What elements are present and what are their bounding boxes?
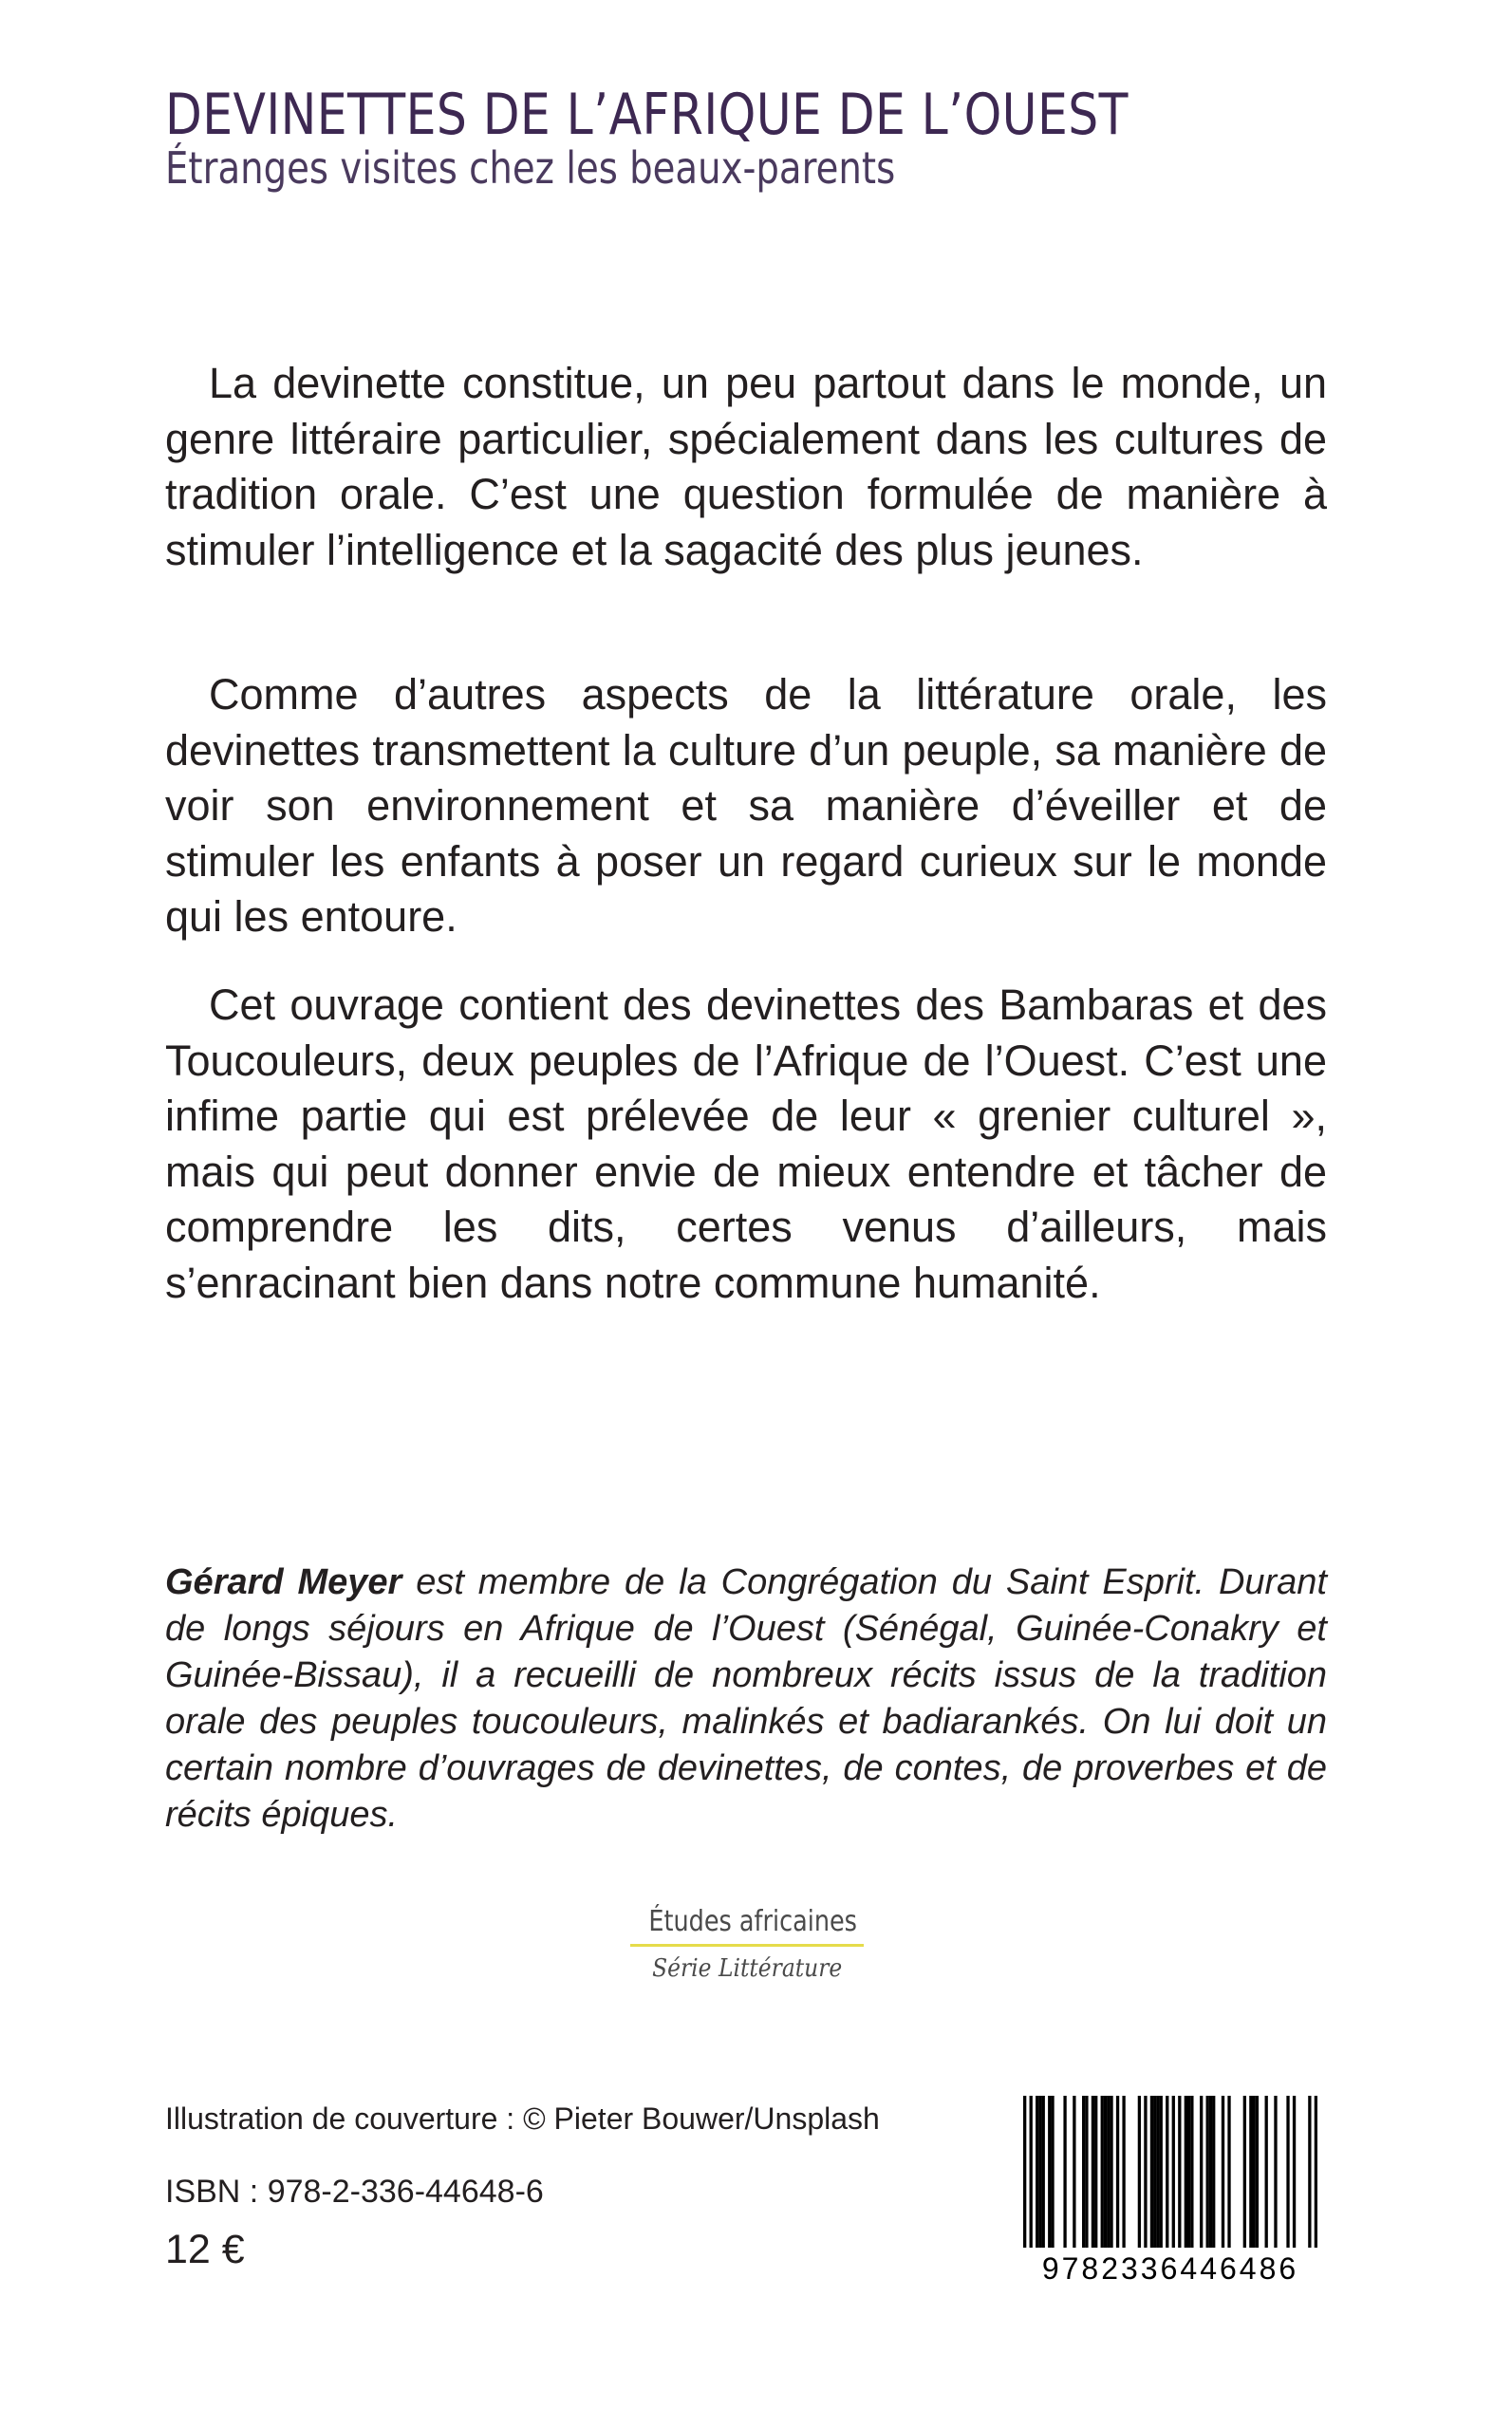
barcode-bar [1085,2096,1088,2248]
barcode-bar [1150,2096,1153,2248]
barcode-bar [1227,2096,1230,2248]
barcode-bar [1249,2096,1252,2248]
barcode-bar [1178,2096,1181,2248]
barcode-bar [1036,2096,1038,2248]
barcode-bar [1073,2096,1075,2248]
barcode-bar [1051,2096,1054,2248]
barcode-bars [1023,2096,1317,2248]
barcode-bar [1160,2096,1163,2248]
barcode-bar [1256,2096,1259,2248]
series-name: Études africaines [648,1905,857,1938]
barcode-bar [1172,2096,1175,2248]
summary-paragraph-2: Comme d’autres aspects de la littérature orale, les devinettes transmettent la culture d’un peuple, sa manière de voir son environnement et sa manière d’éveiller et de stimuler les enfants à poser un regard curieux sur le monde qui les entoure. [165,670,1327,941]
barcode-bar [1094,2096,1097,2248]
barcode-bar [1092,2096,1094,2248]
barcode-bar [1308,2096,1311,2248]
barcode-bar [1252,2096,1255,2248]
barcode-bar [1293,2096,1296,2248]
barcode-bar [1116,2096,1119,2248]
barcode-bar [1110,2096,1112,2248]
barcode-bar [1144,2096,1147,2248]
barcode-bar [1206,2096,1209,2248]
barcode-bar [1156,2096,1159,2248]
barcode-bar [1082,2096,1085,2248]
barcode-bar [1042,2096,1045,2248]
barcode-bar [1212,2096,1215,2248]
series-logo [630,1905,864,1983]
barcode-bar [1166,2096,1168,2248]
book-subtitle: Étranges visites chez les beaux-parents [165,142,896,194]
barcode-bar [1274,2096,1277,2248]
barcode-bar [1030,2096,1033,2248]
barcode-bar [1104,2096,1107,2248]
barcode-bar [1038,2096,1041,2248]
barcode-bar [1063,2096,1066,2248]
book-title: DEVINETTES DE L’AFRIQUE DE L’OUEST [165,82,1129,148]
cover-credit: Illustration de couverture : © Pieter Bouwer/Unsplash [165,2101,880,2136]
author-name: Gérard Meyer [165,1562,402,1602]
author-bio [165,1559,1327,1839]
barcode-bar [1101,2096,1104,2248]
barcode [1014,2096,1327,2286]
barcode-bar [1265,2096,1268,2248]
barcode-bar [1187,2096,1190,2248]
barcode-bar [1286,2096,1289,2248]
barcode-bar [1023,2096,1026,2248]
barcode-bar [1222,2096,1224,2248]
summary-paragraph-1: La devinette constitue, un peu partout dans le monde, un genre littéraire particulier, spécialement dans les cultures de tradition orale. C’est une question formulée de manière à stimuler l’intelligence et la sagacité des plus jeunes. [165,359,1327,574]
barcode-bar [1048,2096,1051,2248]
barcode-bar [1153,2096,1156,2248]
barcode-bar [1315,2096,1317,2248]
series-subtitle: Série Littérature [651,1954,843,1983]
barcode-bar [1138,2096,1141,2248]
author-bio-text: est membre de la Congrégation du Saint Esprit. Durant de longs séjours en Afrique de l’Ouest (Sénégal, Guinée-Conakry et Guinée-Bissau), il a recueilli de nombreux récits issus de la tradition orale des peuples toucouleurs, malinkés et badiarankés. On lui doit un certain nombre d’ouvrages de devinettes, de contes, de proverbes et de récits épiques. [165,1562,1327,1835]
summary-paragraph-3: Cet ouvrage contient des devinettes des Bambaras et des Toucouleurs, deux peuples de l’Afrique de l’Ouest. C’est une infime partie qui est prélevée de leur « grenier culturel », mais qui peut donner envie de mieux entendre et tâcher de comprendre les dits, certes venus d’ailleurs, mais s’enracinant bien dans notre commune humanité. [165,980,1327,1307]
barcode-digits: 9782336446486 [1041,2251,1299,2286]
isbn: ISBN : 978-2-336-44648-6 [165,2174,544,2210]
barcode-bar [1122,2096,1125,2248]
barcode-bar [1190,2096,1193,2248]
barcode-bar [1185,2096,1187,2248]
series-rule [630,1944,864,1947]
barcode-bar [1200,2096,1203,2248]
barcode-bar [1107,2096,1110,2248]
barcode-bar [1243,2096,1246,2248]
price: 12 € [165,2227,245,2272]
barcode-bar [1209,2096,1212,2248]
